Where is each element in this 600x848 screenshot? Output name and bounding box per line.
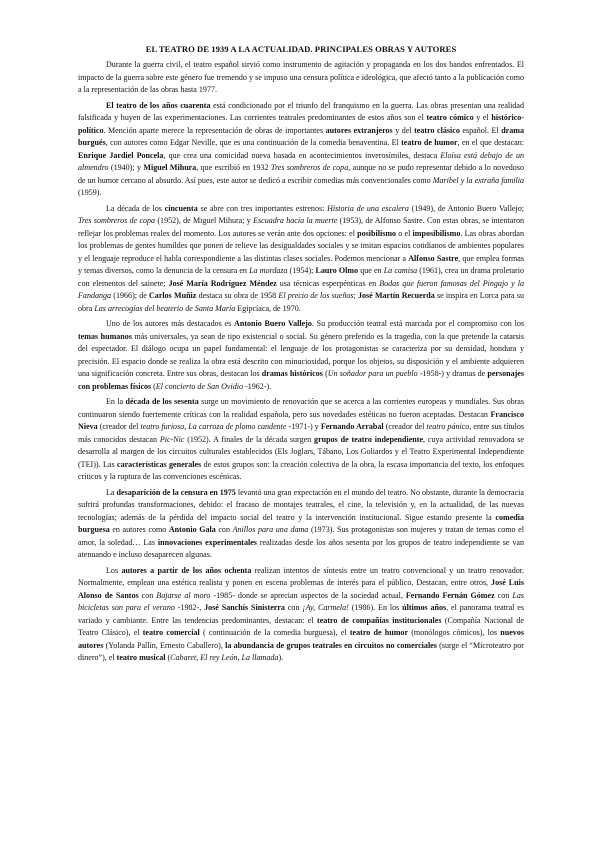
paragraph — [78, 59, 524, 97]
italic-title: El rey León — [200, 653, 238, 662]
bold-text: desaparición de la censura en 1975 — [116, 487, 236, 497]
text-run: . Su producción teatral está marcada por el compromiso con los — [311, 319, 524, 328]
text-run: La década de los — [106, 203, 165, 213]
bold-text: personajes con problemas físicos — [78, 369, 525, 391]
italic-title: Las arrecogías del beaterio de Santa María — [94, 303, 236, 313]
bold-text: temas humanos — [78, 331, 132, 341]
text-run: , con autores como Edgar Neville, que es una continuación de la comedia benaventina. El — [105, 138, 402, 147]
text-run: usa técnicas esperpénticas en — [276, 278, 380, 288]
text-run: se abre con tres importantes estrenos: — [197, 203, 328, 213]
text-run: Egipcíaca, de 1970. — [235, 303, 301, 313]
bold-text: comedia burguesa — [78, 512, 524, 534]
bold-text: imposibilismo — [412, 228, 461, 238]
bold-text: Fernando Fernán Gómez — [405, 590, 495, 600]
text-run: , que crea una comicidad nueva basada en acontecimientos inverosímiles, destaca — [163, 150, 441, 160]
bold-text: Enrique Jardiel Poncela — [78, 150, 164, 160]
bold-text: autores a partir de los años ochenta — [121, 565, 252, 575]
italic-title: La mordaza — [249, 266, 288, 275]
italic-title: ¡Ay, Carmela! — [302, 603, 349, 612]
text-run: se inspira en Lorca para su obra — [78, 291, 524, 313]
text-run: con — [494, 590, 513, 600]
text-run: , — [184, 422, 189, 431]
italic-title: Tres sombreros de copa — [270, 163, 349, 172]
text-run: , — [237, 653, 242, 662]
paragraph — [78, 565, 524, 665]
bold-text: Alfonso Sastre — [408, 253, 459, 263]
bold-text: Miguel Mihura — [143, 163, 197, 172]
text-run: ( continuación de la comedia burguesa), el — [199, 628, 350, 637]
text-run: realizadas desde los años sesenta por los grupos de teatro independiente se van atenuando e incluso desaparecen algunas. — [78, 537, 525, 559]
text-run: ). — [278, 653, 284, 662]
bold-text: teatro de humor — [349, 628, 409, 637]
text-run: más universales, ya sean de tipo existencial o social. Su género preferido es la tragedia, con la que pretende la catarsis del espectador. El diálogo ocupa un papel fundamental: el lenguaje de los protagonistas se caracteriza por su densidad, hondura y precisión. El espacio donde se realiza la obra está descrito con minuciosidad, porque los objetos, su disposición y el ambiente adquieren una significación concreta. Entre sus obras, destacan los — [78, 331, 524, 378]
bold-text: José Sanchís Sinisterra — [204, 603, 285, 612]
italic-title: Pic-Nic — [159, 434, 185, 444]
text-run: (Compañía Nacional de Teatro Clásico), el — [78, 615, 524, 637]
text-run: Los — [106, 565, 122, 575]
text-run: que en — [358, 266, 384, 275]
text-run: ; — [353, 291, 358, 300]
bold-text: Fernando Arrabal — [320, 422, 384, 431]
text-run: (1954); — [287, 266, 316, 275]
paragraph — [78, 100, 524, 200]
italic-title: Eloísa está debajo de un almendro — [78, 150, 524, 172]
text-run: Durante la guerra civil, el teatro español sirvió como instrumento de agitación y propaganda en los dos bandos enfrentados. El impacto de la guerra sobre este género fue tremendo y se impuso una censura política e ideológica, que afectó tanto a la publicación como a la representación de las obras hasta 1977. — [78, 60, 524, 94]
text-run: , cuya actividad renovadora se desarrolla al margen de los circuitos culturales establecidos (Els Joglars, Tábano, Los Goliardos y el Teatro Experimental Independiente (TEI)). Las — [78, 434, 524, 469]
text-run: español. El — [459, 125, 502, 135]
bold-text: teatro cómico — [426, 113, 474, 122]
italic-title: Maribel y la extraña familia — [432, 175, 524, 185]
bold-text: teatro clásico — [414, 125, 460, 135]
bold-text: teatro comercial — [142, 628, 200, 637]
italic-title: Anillos para una dama — [232, 525, 309, 534]
text-run: (1986). En los — [348, 603, 403, 612]
bold-text: drama burgués — [78, 125, 524, 147]
text-run: , — [196, 653, 201, 662]
text-run: (1966); de — [111, 291, 149, 300]
text-run: (creador del — [383, 422, 427, 431]
text-run: -1962-). — [243, 381, 272, 391]
bold-text: posibilismo — [357, 228, 397, 238]
text-run: (1953), de Alfonso Sastre. Con estas obras, se intentaron reflejar los problemas reales del momento. Los autores se verán ante dos opciones: el — [78, 216, 524, 238]
text-run: , entre sus títulos más conocidos destacan — [78, 422, 524, 444]
italic-title: Bajarse al moro — [156, 590, 211, 600]
italic-title: El concierto de San Ovidio — [155, 381, 244, 391]
text-run: (monólogos cómicos), los — [408, 628, 501, 637]
bold-text: innovaciones experimentales — [157, 537, 257, 547]
text-run: con — [138, 590, 157, 600]
bold-text: José María Rodríguez Méndez — [168, 278, 277, 288]
text-run: -1982-, — [174, 603, 205, 612]
italic-title: La llamada — [241, 653, 279, 662]
text-run: (1959). — [78, 188, 102, 197]
bold-text: década de los sesenta — [125, 397, 199, 406]
text-run: con — [284, 603, 303, 612]
bold-text: Antonio Buero Vallejo — [234, 319, 312, 328]
bold-text: grupos de teatro independiente — [314, 434, 424, 444]
bold-text: cincuenta — [164, 203, 198, 213]
text-run: (1949), de Antonio Buero Vallejo; — [408, 203, 525, 213]
italic-title: La camisa — [383, 266, 418, 275]
bold-text: nuevos autores — [78, 628, 524, 650]
text-run: ( — [151, 381, 156, 391]
bold-text: teatro de compañías institucionales — [317, 615, 442, 625]
italic-title: Un soñador para un pueblo — [327, 369, 418, 378]
bold-text: José Luis Alonso de Santos — [78, 578, 524, 600]
text-run: está condicionado por el triunfo del franquismo en la guerra. Las obras presentan una realidad falsificada y huyen de las experimentaciones. Las corrientes teatrales predominantes de estos años son el — [78, 100, 525, 122]
bold-text: la abundancia de grupos teatrales en circuitos no comerciales — [225, 640, 437, 650]
text-run: (1973). Sus protagonistas son mujeres y tratan de temas como el amor, la soledad… Las — [78, 525, 524, 547]
text-run: (surge el “Microteatro por dinero”), el — [78, 640, 524, 662]
text-run: (1952). A finales de la década surgen — [184, 434, 315, 444]
text-run: ( — [322, 369, 328, 378]
text-run: , que escribió en 1932 — [196, 163, 271, 172]
bold-text: histórico-político — [78, 113, 525, 135]
text-run: destaca su obra de 1958 — [196, 291, 279, 300]
text-run: -1958-) y dramas de — [417, 369, 488, 378]
bold-text: teatro musical — [116, 653, 166, 662]
bold-text: José Martín Recuerda — [357, 291, 435, 300]
text-run: con — [215, 525, 233, 534]
text-run: La — [106, 487, 117, 497]
bold-text: características generales — [117, 459, 202, 469]
text-run: y del — [392, 125, 415, 135]
italic-title: teatro furioso — [140, 422, 185, 431]
bold-text: dramas históricos — [261, 369, 323, 378]
text-run: surge un movimiento de renovación que se acerca a las corrientes europeas y mundiales. Sus obras continuaron siendo fuertemente críticas con la realidad española, pero sus novedades estéticas no fueron aceptadas. Destacan — [78, 397, 524, 419]
text-run: de estos grupos son: la creación colectiva de la obra, la escasa importancia del texto, los enfoques críticos y la ruptura de las convenciones escénicas. — [78, 459, 525, 481]
italic-title: Bodas que fueron famosas del Pingajo y la Fandanga — [78, 278, 524, 300]
bold-text: Francisco Nieva — [78, 409, 524, 431]
bold-text: autores extranjeros — [325, 125, 393, 135]
text-run: En la — [106, 397, 126, 406]
text-run: levantó una gran expectación en el mundo del teatro. No obstante, durante la democracia sufrirá profundas transformaciones, debido: el fracaso de montajes teatrales, el cine, la televisión y, en la actualidad, de las nuevas tecnologías; además de la pérdida del impacto social del teatro y la intervención institucional. Sigue estando presente la — [78, 487, 524, 522]
italic-title: Las bicicletas son para el verano — [78, 590, 524, 612]
text-run: , que emplea formas y temas diversos, como la denuncia de la censura en — [78, 253, 525, 275]
document-body — [78, 59, 524, 665]
text-run: , el panorama teatral es variado y cambiante. Entre las tendencias predominantes, destacan: el — [78, 603, 524, 625]
text-run: o el — [396, 228, 413, 238]
text-run: y el — [473, 113, 492, 122]
paragraph — [78, 203, 524, 316]
italic-title: teatro pánico — [426, 422, 470, 431]
text-run: (Yolanda Pallín, Ernesto Caballero), — [103, 640, 226, 650]
bold-text: Carlos Muñiz — [149, 291, 197, 300]
bold-text: El teatro de los años cuarenta — [106, 100, 211, 110]
bold-text: últimos años — [402, 603, 447, 612]
text-run: (1940); y — [108, 163, 144, 172]
text-run: Uno de los autores más destacados es — [106, 319, 235, 328]
text-run: , en el que destacan: — [457, 138, 525, 147]
document-title: EL TEATRO DE 1939 A LA ACTUALIDAD. PRINCIPALES OBRAS Y AUTORES — [145, 44, 457, 54]
text-run: ( — [165, 653, 171, 662]
text-run: -1971-) y — [286, 422, 321, 431]
italic-title: Tres sombreros de copa — [78, 216, 156, 225]
paragraph — [78, 487, 524, 562]
bold-text: Antonio Gala — [168, 525, 216, 534]
italic-title: Cabaret — [170, 653, 197, 662]
text-run: (1952), de Miguel Mihura; y — [155, 216, 254, 225]
text-run: , aunque no se pudo representar debido a lo novedoso de un humor cercano al absurdo. Así pues, este autor se dedicó a escribir comedias más convencionales como — [78, 163, 524, 185]
text-run: (1961), crea un drama proletario con elementos del sainete; — [78, 266, 524, 288]
text-run: . Las obras abordan los problemas de gentes humildes que ponen de relieve las desigualdades sociales y se imitan espacios cotidianos de ambientes populares y el lenguaje reproduce el habla correspondiente a las distintas clases sociales. Podemos mencionar a — [78, 228, 524, 263]
italic-title: El precio de los sueños — [278, 291, 354, 300]
paragraph — [78, 318, 524, 393]
paragraph — [78, 396, 524, 484]
text-run: -1985- donde se aprecian aspectos de la sociedad actual, — [210, 590, 406, 600]
text-run: (creador del — [97, 422, 141, 431]
text-run: realizan intentos de síntesis entre un teatro convencional y un teatro renovador. Normalmente, emplean una estética realista y ponen en escena problemas de interés para el público. Destacan, entre otros, — [78, 565, 525, 587]
bold-text: teatro de humor — [401, 138, 458, 147]
italic-title: Escuadra hacia la muerte — [253, 216, 338, 225]
bold-text: Lauro Olmo — [315, 266, 359, 275]
italic-title: La carroza de plomo candente — [188, 422, 287, 431]
text-run: . Mención aparte merece la representación de obras de importantes — [103, 125, 326, 135]
italic-title: Historia de una escalera — [327, 203, 409, 213]
text-run: en autores como — [109, 525, 169, 534]
